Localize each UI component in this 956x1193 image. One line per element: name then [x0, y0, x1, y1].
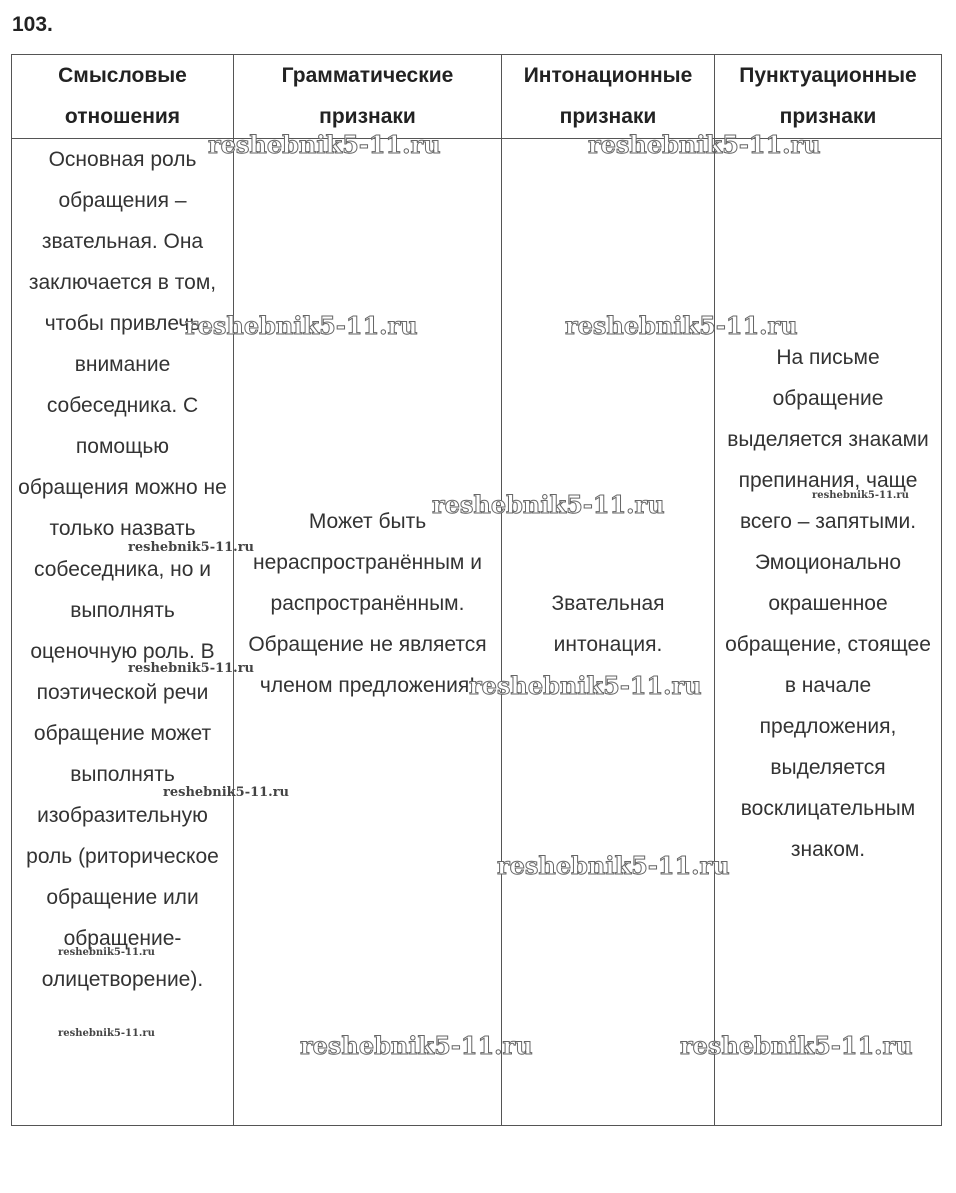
grammatical-text: Может быть нераспространённым и распространённым. Обращение не является членом предложения! [248, 510, 487, 697]
watermark: reshebnik5-11.ru [588, 130, 821, 159]
watermark: reshebnik5-11.ru [469, 671, 702, 700]
table-header-row [12, 55, 942, 139]
watermark: reshebnik5-11.ru [432, 490, 665, 519]
table-row [12, 139, 942, 1126]
answer-table [11, 54, 942, 1126]
header-intonational-features: Интонационные признаки [502, 55, 715, 139]
watermark: reshebnik5-11.ru [163, 785, 290, 800]
watermark: reshebnik5-11.ru [128, 540, 255, 555]
watermark: reshebnik5-11.ru [58, 1028, 155, 1039]
header-semantic-relations: Смысловые отношения [12, 55, 234, 139]
watermark: reshebnik5-11.ru [208, 130, 441, 159]
header-punctuation-features: Пунктуационные признаки [715, 55, 942, 139]
cell-semantic-relations [12, 139, 234, 1126]
watermark: reshebnik5-11.ru [128, 661, 255, 676]
watermark: reshebnik5-11.ru [565, 311, 798, 340]
header-grammatical-features: Грамматические признаки [234, 55, 502, 139]
semantic-text: Основная роль обращения – звательная. Она заключается в том, чтобы привлечь внимание собеседника. С помощью обращения можно не только назвать собеседника, но и выполнять оценочную роль. В поэтической речи обращение может выполнять изобразительную роль (риторическое обращение или обращение-олицетворение). [18, 148, 227, 991]
watermark: reshebnik5-11.ru [58, 947, 155, 958]
cell-punctuation-features [715, 139, 942, 1126]
watermark: reshebnik5-11.ru [185, 311, 418, 340]
watermark: reshebnik5-11.ru [812, 490, 909, 501]
watermark: reshebnik5-11.ru [300, 1031, 533, 1060]
cell-intonational-features [502, 139, 715, 1126]
watermark: reshebnik5-11.ru [680, 1031, 913, 1060]
watermark: reshebnik5-11.ru [497, 851, 730, 880]
punctuation-text: На письме обращение выделяется знаками препинания, чаще всего – запятыми. Эмоционально окрашенное обращение, стоящее в начале предложения, выделяется восклицательным знаком. [725, 346, 931, 861]
cell-grammatical-features [234, 139, 502, 1126]
task-number: 103. [12, 13, 53, 36]
intonational-text: Звательная интонация. [551, 592, 665, 656]
